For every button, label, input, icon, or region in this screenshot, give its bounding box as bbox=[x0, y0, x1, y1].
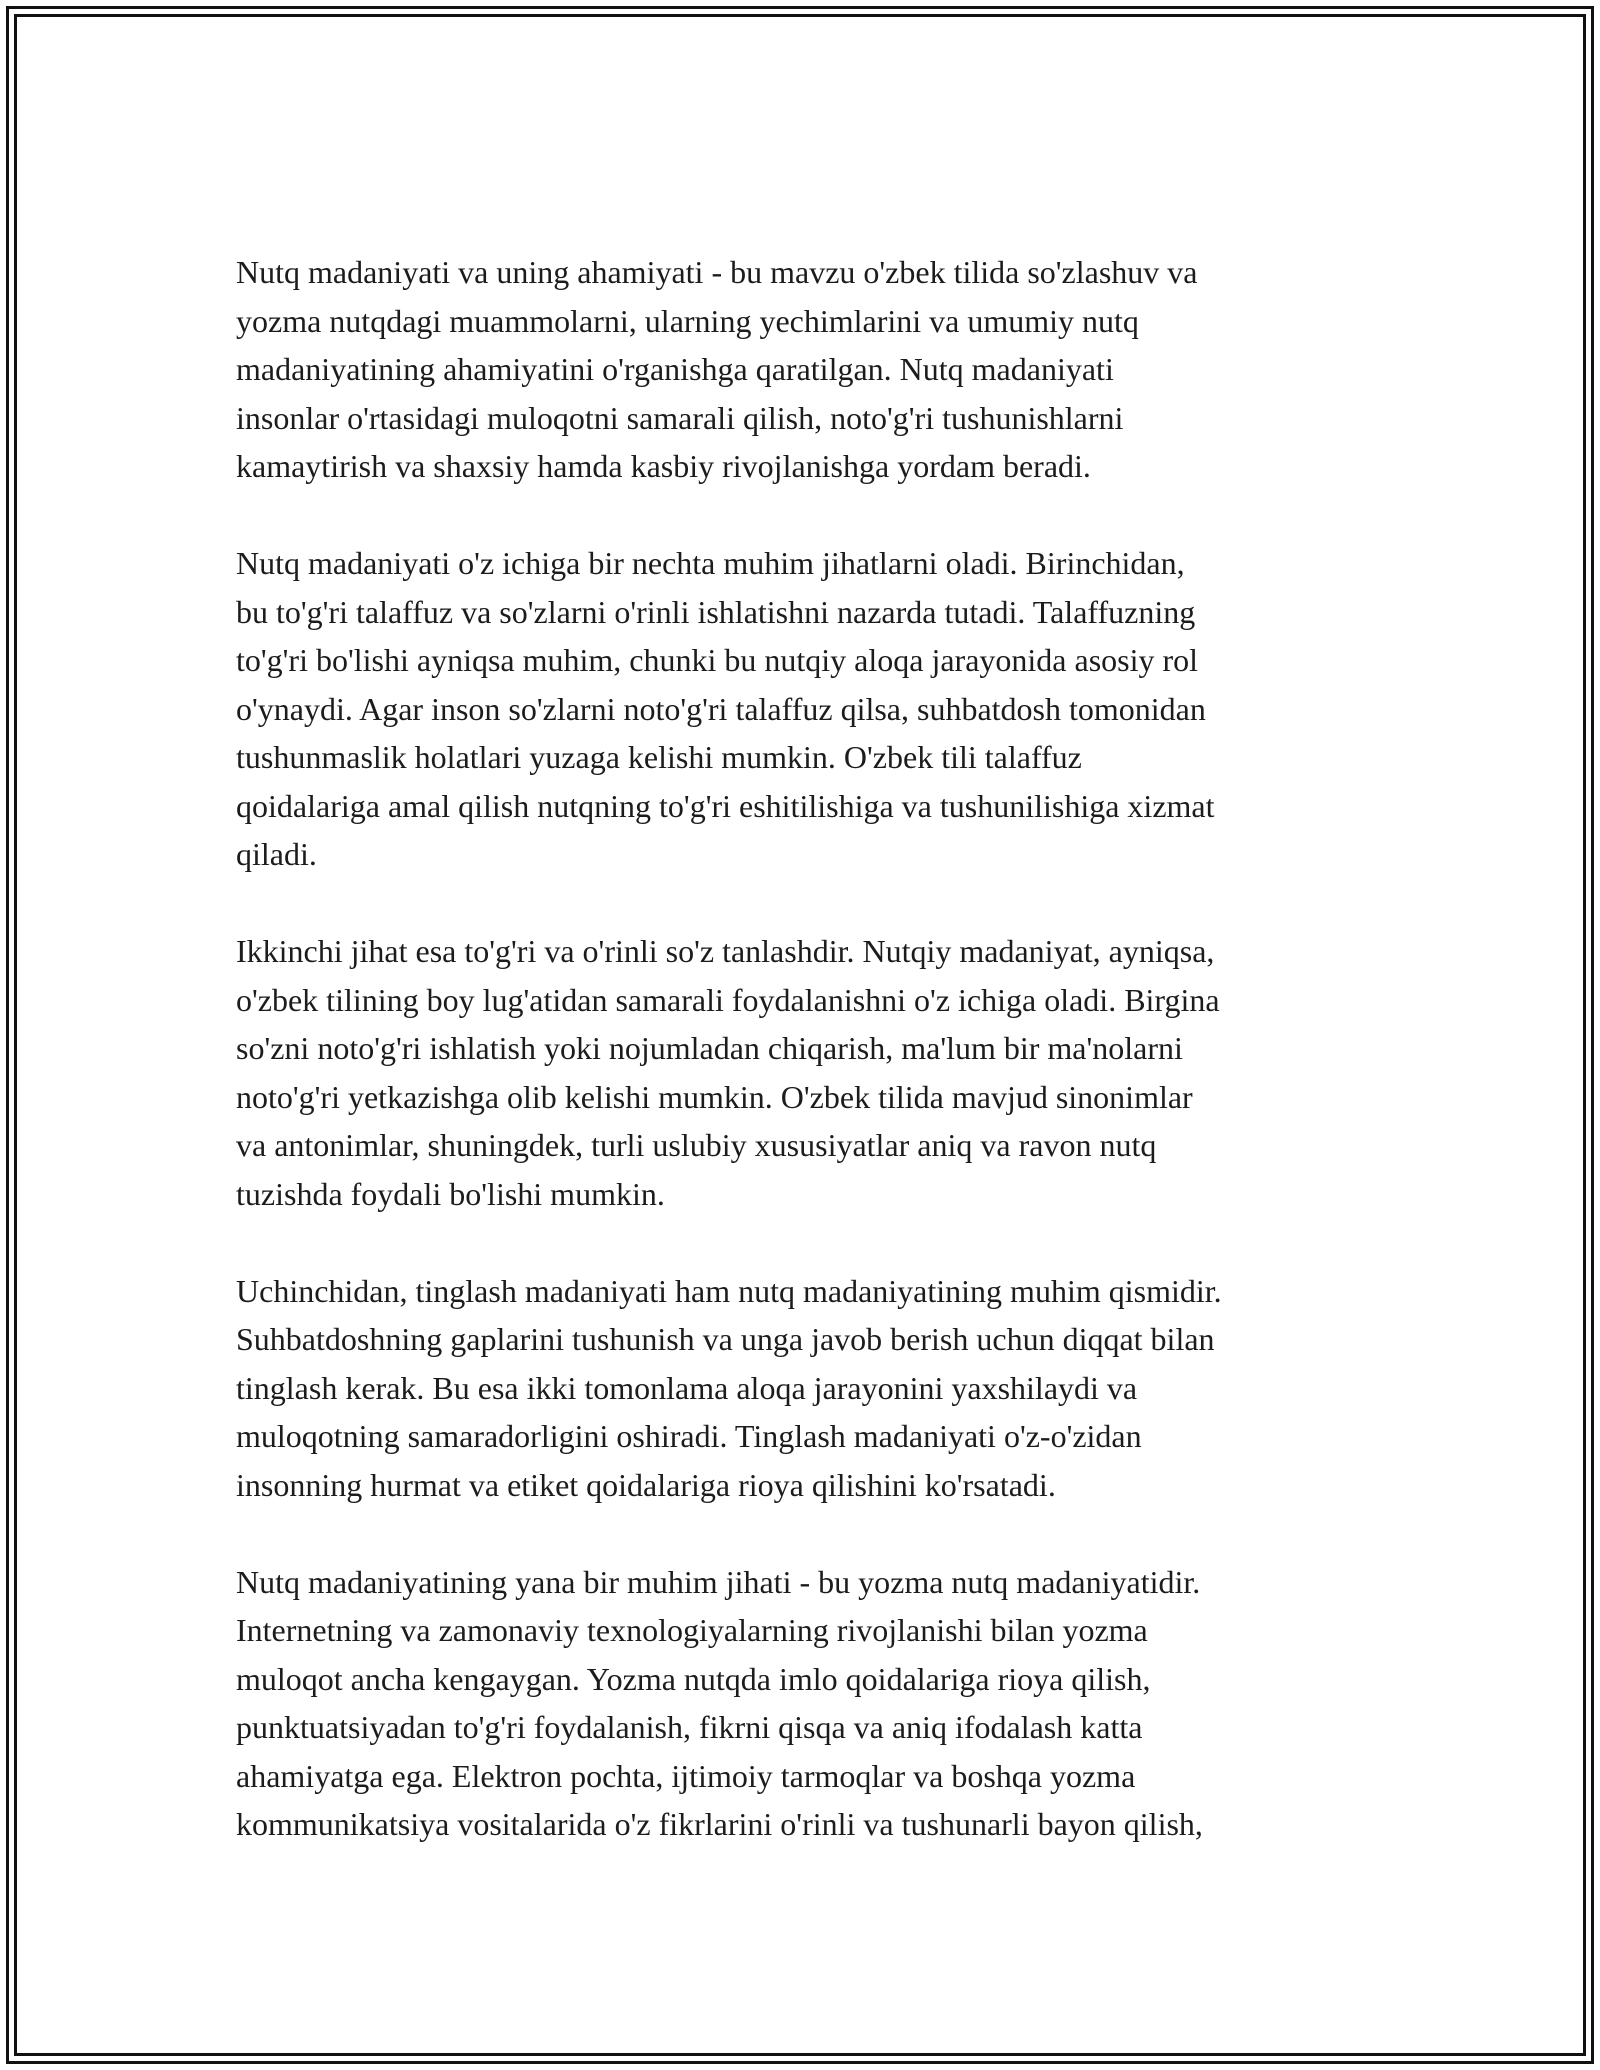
text-line: noto'g'ri yetkazishga olib kelishi mumkin. O'zbek tilida mavjud sinonimlar bbox=[236, 1078, 1193, 1115]
text-line: Nutq madaniyatining yana bir muhim jihati - bu yozma nutq madaniyatidir. bbox=[236, 1563, 1201, 1600]
text-line: qoidalariga amal qilish nutqning to'g'ri eshitilishiga va tushunilishiga xizmat bbox=[236, 787, 1215, 824]
text-line: Uchinchidan, tinglash madaniyati ham nutq madaniyatining muhim qismidir. bbox=[236, 1272, 1222, 1309]
paragraph-3 bbox=[236, 927, 1386, 1218]
text-line: kamaytirish va shaxsiy hamda kasbiy rivojlanishga yordam beradi. bbox=[236, 448, 1091, 484]
text-line: tuzishda foydali bo'lishi mumkin. bbox=[236, 1175, 665, 1212]
text-line: ahamiyatga ega. Elektron pochta, ijtimoiy tarmoqlar va boshqa yozma bbox=[236, 1757, 1136, 1794]
text-line: so'zni noto'g'ri ishlatish yoki nojumladan chiqarish, ma'lum bir ma'nolarni bbox=[236, 1030, 1183, 1066]
text-line: qiladi. bbox=[236, 836, 317, 872]
paragraph-5 bbox=[236, 1558, 1386, 1849]
text-line: madaniyatining ahamiyatini o'rganishga qaratilgan. Nutq madaniyati bbox=[236, 351, 1114, 387]
text-line: Ikkinchi jihat esa to'g'ri va o'rinli so'z tanlashdir. Nutqiy madaniyat, ayniqsa, bbox=[236, 933, 1215, 969]
text-line: yozma nutqdagi muammolarni, ularning yechimlarini va umumiy nutq bbox=[236, 302, 1139, 339]
text-line: bu to'g'ri talaffuz va so'zlarni o'rinli ishlatishni nazarda tutadi. Talaffuzning bbox=[236, 593, 1196, 630]
text-line: insonning hurmat va etiket qoidalariga rioya qilishini ko'rsatadi. bbox=[236, 1466, 1056, 1503]
text-line: to'g'ri bo'lishi ayniqsa muhim, chunki bu nutqiy aloqa jarayonida asosiy rol bbox=[236, 642, 1199, 678]
text-line: punktuatsiyadan to'g'ri foydalanish, fikrni qisqa va aniq ifodalash katta bbox=[236, 1709, 1143, 1745]
paragraph-2 bbox=[236, 539, 1386, 879]
text-line: tinglash kerak. Bu esa ikki tomonlama aloqa jarayonini yaxshilaydi va bbox=[236, 1369, 1138, 1406]
text-line: o'ynaydi. Agar inson so'zlarni noto'g'ri talaffuz qilsa, suhbatdosh tomonidan bbox=[236, 690, 1206, 727]
paragraph-4 bbox=[236, 1267, 1386, 1510]
text-line: kommunikatsiya vositalarida o'z fikrlarini o'rinli va tushunarli bayon qilish, bbox=[236, 1806, 1203, 1842]
paragraph-1 bbox=[236, 248, 1386, 491]
text-line: va antonimlar, shuningdek, turli uslubiy xususiyatlar aniq va ravon nutq bbox=[236, 1127, 1157, 1163]
text-line: Nutq madaniyati o'z ichiga bir nechta muhim jihatlarni oladi. Birinchidan, bbox=[236, 545, 1185, 581]
text-line: Internetning va zamonaviy texnologiyalarning rivojlanishi bilan yozma bbox=[236, 1612, 1148, 1648]
document-body bbox=[236, 248, 1386, 1897]
text-line: Nutq madaniyati va uning ahamiyati - bu mavzu o'zbek tilida so'zlashuv va bbox=[236, 254, 1198, 290]
text-line: muloqotning samaradorligini oshiradi. Tinglash madaniyati o'z-o'zidan bbox=[236, 1418, 1142, 1454]
text-line: tushunmaslik holatlari yuzaga kelishi mumkin. O'zbek tili talaffuz bbox=[236, 739, 1082, 775]
text-line: o'zbek tilining boy lug'atidan samarali foydalanishni o'z ichiga oladi. Birgina bbox=[236, 981, 1220, 1018]
text-line: Suhbatdoshning gaplarini tushunish va unga javob berish uchun diqqat bilan bbox=[236, 1321, 1215, 1357]
text-line: insonlar o'rtasidagi muloqotni samarali qilish, noto'g'ri tushunishlarni bbox=[236, 399, 1124, 436]
text-line: muloqot ancha kengaygan. Yozma nutqda imlo qoidalariga rioya qilish, bbox=[236, 1660, 1151, 1697]
